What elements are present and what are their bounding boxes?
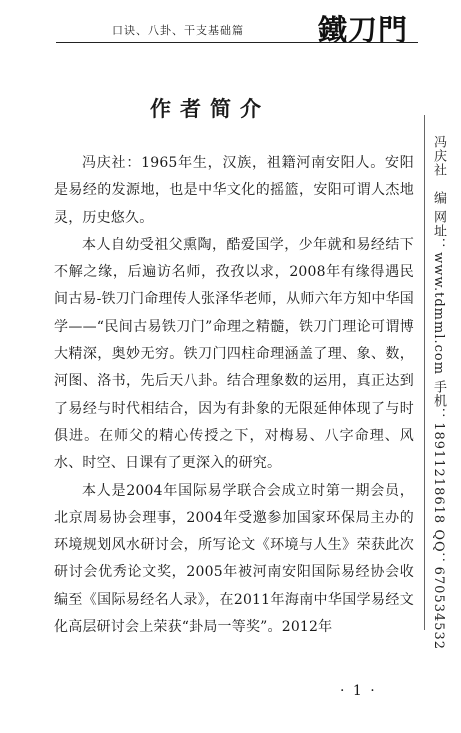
sidebar-divider [424,115,425,630]
sidebar-editor: 冯庆社 编 [431,135,446,205]
sidebar-qq: QQ：670534532 [431,529,446,651]
paragraph-intro: 冯庆社：1965年生，汉族，祖籍河南安阳人。安阳是易经的发源地，也是中华文化的摇篮，安阳可谓人杰地灵，历史悠久。 [54,155,414,226]
page-title: 作者简介 [150,96,270,121]
page-header [0,0,461,62]
body-text [54,150,414,641]
header-section-title: 口诀、八卦、干支基础篇 [112,24,244,37]
paragraph-study: 本人自幼受祖父熏陶，酷爱国学，少年就和易经结下不解之缘，后遍访名师，孜孜以求，2008年有缘得遇民间古易-铁刀门命理传人张泽华老师，从师六年方知中华国学——“民间古易铁刀门”命理之精髓，铁刀门理论可谓博大精深，奥妙无穷。铁刀门四柱命理涵盖了理、象、数，河图、洛书，先后天八卦。结合理象数的运用，真正达到了易经与时代相结合，因为有卦象的无限延伸体现了与时俱进。在师父的精心传授之下，对梅易、八字命理、风水、时空、日课有了更深入的研究。 [54,236,414,472]
sidebar-phone: 手机：18911218618 [431,380,446,525]
sidebar-contact [429,135,448,650]
header-divider [56,42,418,43]
sidebar-website: 网址：www.tdmml.com [431,210,446,376]
header-logo: 鐵刀門 [318,13,409,47]
page-number: · 1 · [340,683,377,699]
paragraph-achievements: 本人是2004年国际易学联合会成立时第一期会员，北京周易协会理事，2004年受邀参加国家环保局主办的环境规划风水研讨会，所写论文《环境与人生》荣获此次研讨会优秀论文奖，2005年被河南安阳国际易经协会收编至《国际易经名人录》，在2011年海南中华国学易经文化高层研讨会上荣获“卦局一等奖”。2012年 [54,482,414,636]
